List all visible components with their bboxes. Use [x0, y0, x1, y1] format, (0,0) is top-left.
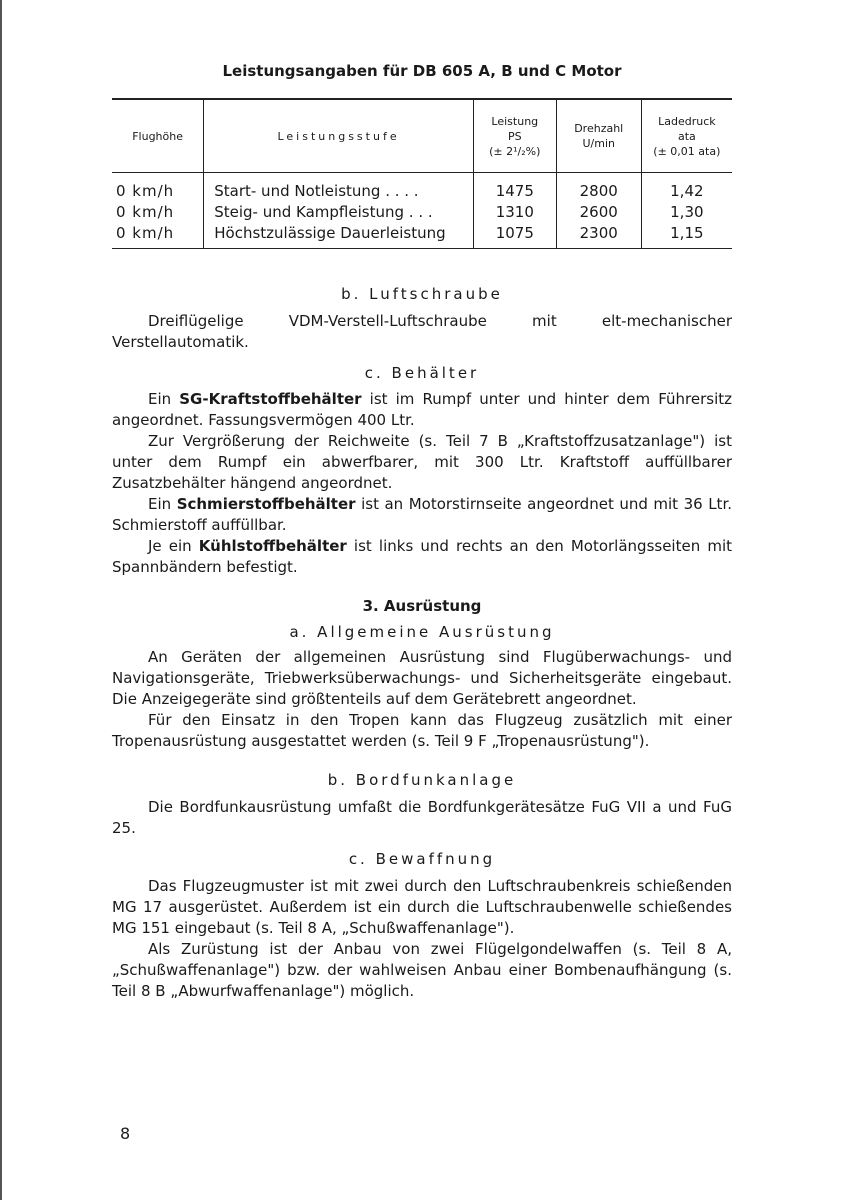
- header-power-line2: PS: [507, 129, 522, 143]
- text: ist im Rumpf unter und hinter dem Führersitz angeordnet. Fassungsvermögen 400 Ltr.: [112, 390, 732, 429]
- subheading-allgemeine: a. Allgemeine Ausrüstung: [289, 623, 555, 641]
- cell-rpm: 2300: [556, 223, 641, 249]
- header-boost-line3: (± 0,01 ata): [653, 144, 721, 158]
- header-rpm-line2: U/min: [582, 137, 615, 150]
- cell-altitude: 0 km/h: [112, 223, 204, 249]
- cell-boost: 1,15: [641, 223, 732, 249]
- table-row: [112, 181, 732, 202]
- cell-stage: Höchstzulässige Dauerleistung: [204, 223, 474, 249]
- heading-luftschraube: b. Luftschraube: [341, 285, 503, 303]
- paragraph: [112, 389, 732, 431]
- paragraph: [112, 536, 732, 578]
- header-power: [473, 99, 556, 173]
- paragraph: An Geräten der allgemeinen Ausrüstung sind Flugüberwachungs- und Navigationsgeräte, Triebwerksüberwachungs- und Sicherheitsgeräte eingebaut. Die Anzeigegeräte sind größtenteils auf dem Gerätebrett angeordnet.: [112, 648, 732, 708]
- paragraph: Das Flugzeugmuster ist mit zwei durch den Luftschraubenkreis schießenden MG 17 ausgerüstet. Außerdem ist ein durch die Luftschraubenwelle schießendes MG 151 eingebaut (s. Teil 8 A, „Schußwaffenanlage").: [112, 877, 732, 937]
- bold-term: SG-Kraftstoffbehälter: [179, 390, 362, 408]
- paragraph: Für den Einsatz in den Tropen kann das Flugzeug zusätzlich mit einer Tropenausrüstung ausgestattet werden (s. Teil 9 F „Tropenausrüstung").: [112, 711, 732, 750]
- paragraph: [112, 494, 732, 536]
- performance-table: [112, 98, 732, 249]
- text: Ein: [148, 495, 177, 513]
- cell-altitude: 0 km/h: [112, 202, 204, 223]
- heading-ausruestung: 3. Ausrüstung: [362, 597, 482, 615]
- subheading-bewaffnung: c. Bewaffnung: [348, 850, 496, 868]
- cell-boost: 1,30: [670, 203, 704, 221]
- cell-power: 1475: [473, 181, 556, 202]
- cell-rpm: 2800: [556, 181, 641, 202]
- table-title: Leistungsangaben für DB 605 A, B und C Motor: [222, 62, 622, 80]
- section-behaelter: [112, 389, 732, 578]
- cell-power: 1075: [473, 223, 556, 249]
- header-boost: [641, 99, 732, 173]
- paragraph: Als Zurüstung ist der Anbau von zwei Flügelgondelwaffen (s. Teil 8 A, „Schußwaffenanlage") bzw. der wahlweisen Anbau einer Bombenaufhängung (s. Teil 8 B „Abwurfwaffenanlage") möglich.: [112, 940, 732, 1000]
- cell-stage: Steig- und Kampfleistung . . .: [204, 202, 474, 223]
- cell-rpm: 2600: [556, 202, 641, 223]
- header-rpm-line1: Drehzahl: [574, 122, 624, 135]
- header-power-line1: Leistung: [491, 114, 539, 128]
- table-row: [112, 223, 732, 249]
- cell-stage: Start- und Notleistung . . . .: [204, 181, 474, 202]
- table-row: [112, 202, 732, 223]
- bold-term: Schmierstoffbehälter: [176, 495, 356, 513]
- header-boost-line1: Ladedruck: [658, 114, 716, 128]
- page-edge-rule: [0, 0, 2, 1200]
- table-header-row: [112, 99, 732, 173]
- paragraph: Zur Vergrößerung der Reichweite (s. Teil 7 B „Kraftstoffzusatzanlage") ist unter dem Rumpf ein abwerfbarer, mit 300 Ltr. Kraftstoff auffüllbarer Zusatzbehälter hängend angeordnet.: [112, 432, 732, 492]
- paragraph: Die Bordfunkausrüstung umfaßt die Bordfunkgerätesätze FuG VII a und FuG 25.: [112, 798, 732, 837]
- section-luftschraube: [112, 311, 732, 353]
- heading-behaelter: c. Behälter: [364, 364, 480, 382]
- subheading-bordfunk: b. Bordfunkanlage: [327, 771, 517, 789]
- cell-altitude: 0 km/h: [112, 181, 204, 202]
- text: Je ein: [148, 537, 199, 555]
- page-number: 8: [120, 1124, 131, 1143]
- header-stage: Leistungsstufe: [204, 99, 474, 173]
- header-power-line3: (± 2¹/₂%): [489, 144, 541, 158]
- cell-power: 1310: [473, 202, 556, 223]
- section-allgemeine: [112, 647, 732, 752]
- header-altitude: Flughöhe: [112, 99, 204, 173]
- section-bewaffnung: [112, 876, 732, 1002]
- header-rpm: [556, 99, 641, 173]
- text: ist links und rechts an den Motorlängsseiten mit Spannbändern befestigt.: [112, 537, 732, 576]
- bold-term: Kühlstoffbehälter: [198, 537, 347, 555]
- text: ist an Motorstirnseite angeordnet und mit 36 Ltr. Schmierstoff auffüllbar.: [112, 495, 732, 534]
- paragraph: Dreiflügelige VDM-Verstell-Luftschraube mit elt-mechanischer Verstellautomatik.: [112, 312, 732, 351]
- header-boost-line2: ata: [677, 129, 696, 143]
- text: Ein: [148, 390, 180, 408]
- cell-boost: 1,42: [670, 182, 704, 200]
- section-bordfunk: [112, 797, 732, 839]
- table-spacer-row: [112, 173, 732, 182]
